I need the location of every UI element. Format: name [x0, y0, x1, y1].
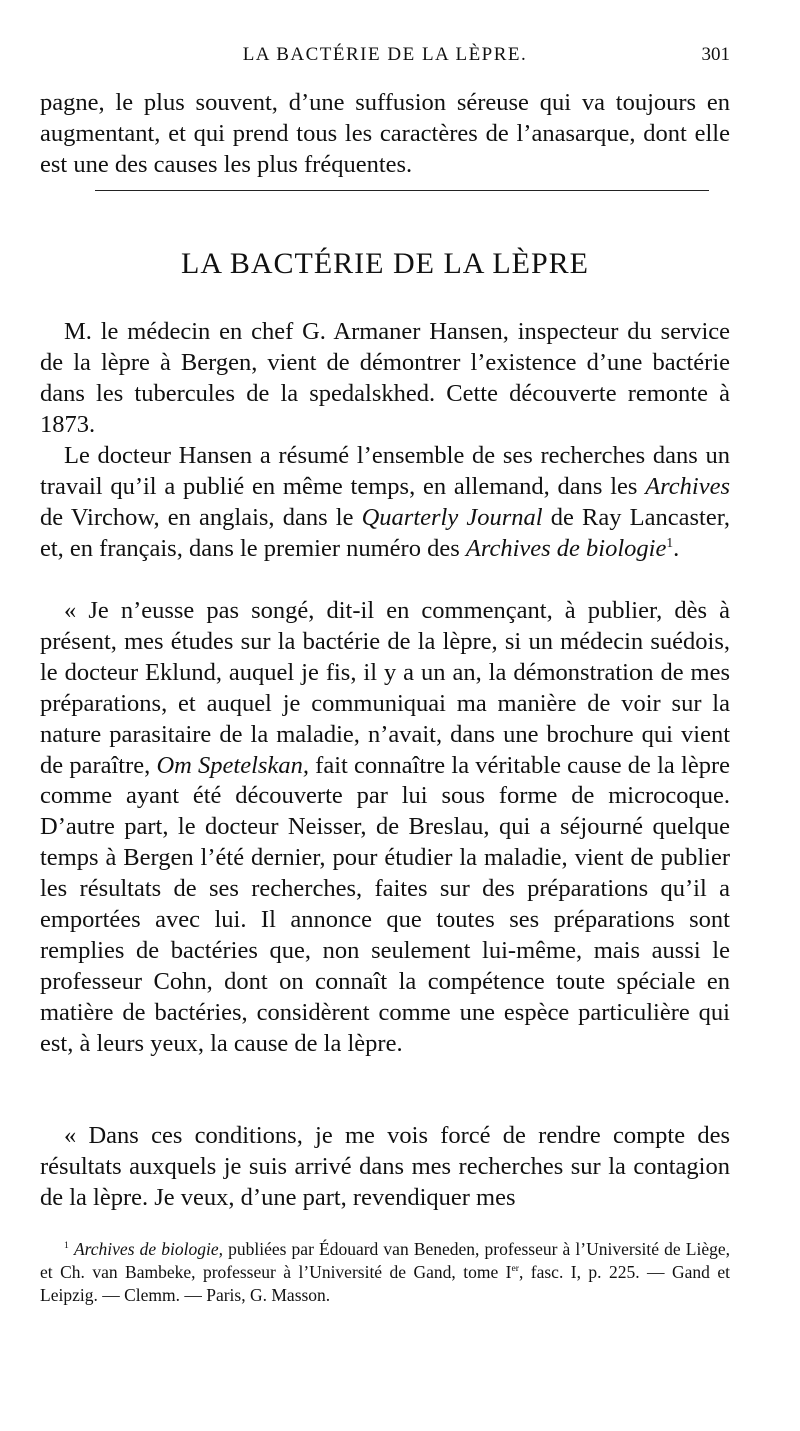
paragraph-3 — [40, 596, 730, 1060]
footnote-text-2: , fasc. I, p. 225. — Gand et Leipzig. — Clemm. — Paris, G. Masson. — [40, 1262, 730, 1305]
p2-text-1: Le docteur Hansen a résumé l’ensemble de ses recherches dans un travail qu’il a publié en même temps, en allemand, dans les — [40, 442, 730, 500]
paragraph-1: M. le médecin en chef G. Armaner Hansen, inspecteur du service de la lèpre à Bergen, vient de démontrer l’existence d’une bactérie dans les tubercules de la spedalskhed. Cette découverte remonte à 1873. — [40, 318, 730, 438]
p3-text-1: « Je n’eusse pas songé, dit-il en commençant, à publier, dès à présent, mes études sur la bactérie de la lèpre, si un médecin suédois, le docteur Eklund, auquel je fis, il y a un an, la démonstration de mes préparations, et auquel je communiquai ma manière de voir sur la nature parasitaire de la maladie, n’avait, dans une brochure qui vient de paraître, — [40, 597, 730, 779]
p2-quarterly-journal: Quarterly Journal — [361, 503, 543, 531]
paragraph-2 — [40, 441, 730, 565]
p2-archives-de-biologie: Archives de biologie — [465, 534, 667, 562]
p3-text-2: fait connaître la véritable cause de la lèpre comme ayant été découverte par lui sous forme de microcoque. D’autre part, le docteur Neisser, de Breslau, qui a séjourné quelque temps à Bergen l’été dernier, pour étudier la maladie, vient de publier les résultats de ses recherches, faites sur des préparations qu’il a emportées avec lui. Il annonce que toutes ses préparations sont remplies de bactéries que, non seulement lui-même, mais aussi le professeur Cohn, dont on connaît la compétence toute spéciale en matière de bactéries, considèrent comme une espèce particulière qui est, à leurs yeux, la cause de la lèpre. — [40, 751, 730, 1057]
p2-archives: Archives — [645, 472, 730, 500]
running-title: LA BACTÉRIE DE LA LÈPRE. — [242, 44, 528, 65]
footnote-superscript: er — [511, 1263, 519, 1275]
footnote-ref: 1 — [666, 534, 674, 550]
continuation-paragraph: pagne, le plus souvent, d’une suffusion séreuse qui va toujours en augmentant, et qui prend tous les caractères de l’anasarque, dont elle est une des causes les plus fréquentes. — [40, 89, 730, 178]
running-header — [40, 44, 730, 74]
p2-text-4: . — [673, 534, 680, 562]
p2-text-2: de Virchow, en anglais, dans le — [40, 503, 362, 531]
article-title: LA BACTÉRIE DE LA LÈPRE — [181, 247, 589, 280]
footnote — [40, 1238, 730, 1307]
section-divider — [95, 190, 709, 191]
p2-text-3: de Ray Lancaster, et, en français, dans le premier numéro des — [40, 503, 731, 562]
paragraph-4: « Dans ces conditions, je me vois forcé de rendre compte des résultats auxquels je suis arrivé dans mes recherches sur la contagion de la lèpre. Je veux, d’une part, revendiquer mes — [40, 1122, 730, 1211]
footnote-archives-de-biologie: Archives de biologie, — [73, 1239, 223, 1259]
footnote-text-1: publiées par Édouard van Beneden, professeur à l’Université de Liège, et Ch. van Bambeke, professeur à l’Université de Gand, tome I — [40, 1239, 730, 1282]
footnote-mark: 1 — [64, 1240, 69, 1252]
p3-om-spetelskan: Om Spetelskan, — [156, 751, 309, 779]
page-number: 301 — [701, 44, 730, 65]
